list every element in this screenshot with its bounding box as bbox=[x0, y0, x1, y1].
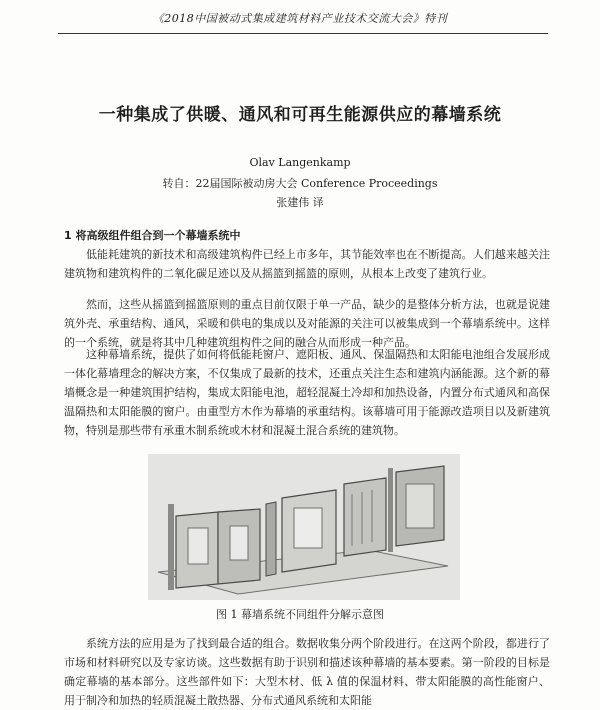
facade-components-illustration bbox=[148, 454, 460, 600]
figure-caption: 图 1 幕墙系统不同组件分解示意图 bbox=[216, 608, 384, 621]
timber-frame-opening bbox=[406, 484, 434, 528]
timber-post bbox=[168, 504, 174, 590]
window-pane bbox=[294, 508, 322, 548]
front-window-opening bbox=[188, 528, 208, 564]
source-line: 转自：22届国际被动房大会 Conference Proceedings bbox=[162, 177, 438, 190]
translator-line: 张建伟 译 bbox=[276, 196, 324, 209]
header-rule bbox=[58, 33, 548, 34]
exploded-facade-figure bbox=[148, 454, 460, 600]
body-paragraph: 然而，这些从摇篮到摇篮原则的重点目前仅限于单一产品，缺少的是整体分析方法，也就是说建筑外壳、承重结构、通风，采暖和供电的集成以及对能源的关注可以被集成到一个幕墙系统中。这样的一个系统，就是将其中几种建筑组构件之间的融合从而形成一种产品。 bbox=[64, 298, 550, 349]
insulation-panel bbox=[266, 502, 276, 576]
paper-title: 一种集成了供暖、通风和可再生能源供应的幕墙系统 bbox=[98, 105, 502, 125]
body-paragraph: 系统方法的应用是为了找到最合适的组合。数据收集分两个阶段进行。在这两个阶段，都进行了市场和材料研究以及专家访谈。这些数据有助于识别和描述该种幕墙的基本要素。第一阶段的目标是确定幕墙的基本部分。这些部件如下：大型木材、低 λ 值的保温材料、带太阳能膜的高性能窗户、用于制冷和加热的轻质混凝土散热器、分布式通风系统和太阳能 bbox=[64, 637, 550, 707]
front-window-opening-2 bbox=[230, 526, 248, 560]
running-head: 《2018中国被动式集成建筑材料产业技术交流大会》特刊 bbox=[152, 12, 448, 25]
radiator-layer bbox=[344, 478, 386, 556]
body-paragraph: 低能耗建筑的新技术和高级建筑构件已经上市多年，其节能效率也在不断提高。人们越来越关注建筑物和建筑构件的二氧化碳足迹以及从摇篮到摇篮的原则，从根本上改变了建筑行业。 bbox=[64, 248, 550, 280]
timber-post bbox=[388, 468, 393, 552]
body-paragraph: 这种幕墙系统，提供了如何将低能耗窗户、遮阳板、通风、保温隔热和太阳能电池组合发展形成一体化幕墙理念的解决方案，不仅集成了最新的技术，还重点关注生态和建筑内涵能源。这个新的幕墙概念是一种建筑围护结构，集成太阳能电池，超轻混凝土冷却和加热设备，内置分布式通风和高保温隔热和太阳能膜的窗户。由重型方木作为幕墙的承重结构。该幕墙可用于能源改造项目以及新建筑物，特别是那些带有承重木制系统或木材和混凝土混合系统的建筑物。 bbox=[64, 348, 550, 437]
author-name: Olav Langenkamp bbox=[249, 156, 351, 169]
section-heading: 1 将高级组件组合到一个幕墙系统中 bbox=[64, 229, 241, 242]
